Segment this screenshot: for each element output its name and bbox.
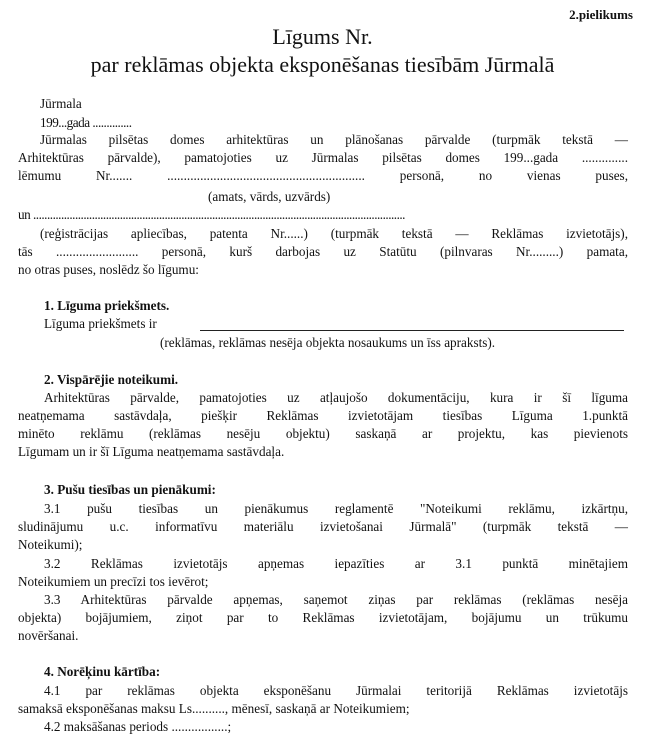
place-line: Jūrmala <box>40 96 82 111</box>
section-2-line-1: Arhitektūras pārvalde, pamatojoties uz atļaujošo dokumentāciju, kura ir šī līguma <box>44 390 628 405</box>
section-1-subject-label: Līguma priekšmets ir <box>44 316 157 331</box>
parties-line-3: lēmumu Nr....... ............................................................ personā, no vienas puses, <box>18 168 628 183</box>
clause-3-3-line-3: novēršanai. <box>18 628 79 643</box>
clause-3-3-line-2: objekta) bojājumiem, ziņot par to Reklāmas izvietotājam, bojājumu un trūkumu <box>18 610 628 625</box>
clause-3-2-line-1: 3.2 Reklāmas izvietotājs apņemas iepazīties ar 3.1 punktā minētajiem <box>44 556 628 571</box>
subject-fill-line <box>200 330 624 331</box>
section-2-heading: 2. Vispārējie noteikumi. <box>44 372 179 387</box>
clause-3-1-line-2: sludinājumu u.c. informatīvu materiālu izvietošanai Jūrmalā" (turpmāk tekstā — <box>18 519 628 534</box>
second-party-line: un ..................................................................................................................................... <box>18 207 405 222</box>
clause-3-3-line-1: 3.3 Arhitektūras pārvalde apņemas, saņemot ziņas par reklāmas (reklāmas nesēja <box>44 592 628 607</box>
clause-4-2-line-1: 4.2 maksāšanas periods .................; <box>44 719 232 734</box>
attachment-label: 2.pielikums <box>569 7 633 22</box>
clause-4-1-line-2: samaksā eksponēšanas maksu Ls.........., mēnesī, saskaņā ar Noteikumiem; <box>18 701 410 716</box>
clause-3-1-line-1: 3.1 pušu tiesības un pienākumus reglamentē "Noteikumi reklāmu, izkārtņu, <box>44 501 628 516</box>
clause-3-1-line-3: Noteikumi); <box>18 537 83 552</box>
representative-line: tās ......................... personā, kurš darbojas uz Statūtu (pilnvaras Nr.........) pamata, <box>18 244 628 259</box>
section-2-line-2: neatņemama sastāvdaļa, piešķir Reklāmas izvietotājam tiesības Līguma 1.punktā <box>18 408 628 423</box>
section-1-heading: 1. Līguma priekšmets. <box>44 298 170 313</box>
section-3-heading: 3. Pušu tiesības un pienākumi: <box>44 482 216 497</box>
parties-line-2: Arhitektūras pārvalde), pamatojoties uz Jūrmalas pilsētas domes 199...gada .............. <box>18 150 628 165</box>
registration-line: (reģistrācijas apliecības, patenta Nr......) (turpmāk tekstā — Reklāmas izvietotājs), <box>40 226 628 241</box>
conclusion-line: no otras puses, noslēdz šo līgumu: <box>18 262 199 277</box>
section-2-line-4: Līgumam un ir šī Līguma neatņemama sastāvdaļa. <box>18 444 285 459</box>
section-1-caption: (reklāmas, reklāmas nesēja objekta nosaukums un īss apraksts). <box>160 335 496 350</box>
caption-position-name: (amats, vārds, uzvārds) <box>208 189 331 204</box>
section-4-heading: 4. Norēķinu kārtība: <box>44 664 161 679</box>
clause-4-1-line-1: 4.1 par reklāmas objekta eksponēšanu Jūrmalai teritorijā Reklāmas izvietotājs <box>44 683 628 698</box>
parties-line-1: Jūrmalas pilsētas domes arhitektūras un plānošanas pārvalde (turpmāk tekstā — <box>40 132 628 147</box>
document-subtitle: par reklāmas objekta eksponēšanas tiesībām Jūrmalā <box>90 52 555 77</box>
section-2-line-3: minēto reklāmu (reklāmas nesēju objektu) saskaņā ar projektu, kas pievienots <box>18 426 628 441</box>
date-line: 199...gada .............. <box>40 115 132 130</box>
document-title: Līgums Nr. <box>272 24 373 49</box>
clause-3-2-line-2: Noteikumiem un precīzi tos ievērot; <box>18 574 209 589</box>
